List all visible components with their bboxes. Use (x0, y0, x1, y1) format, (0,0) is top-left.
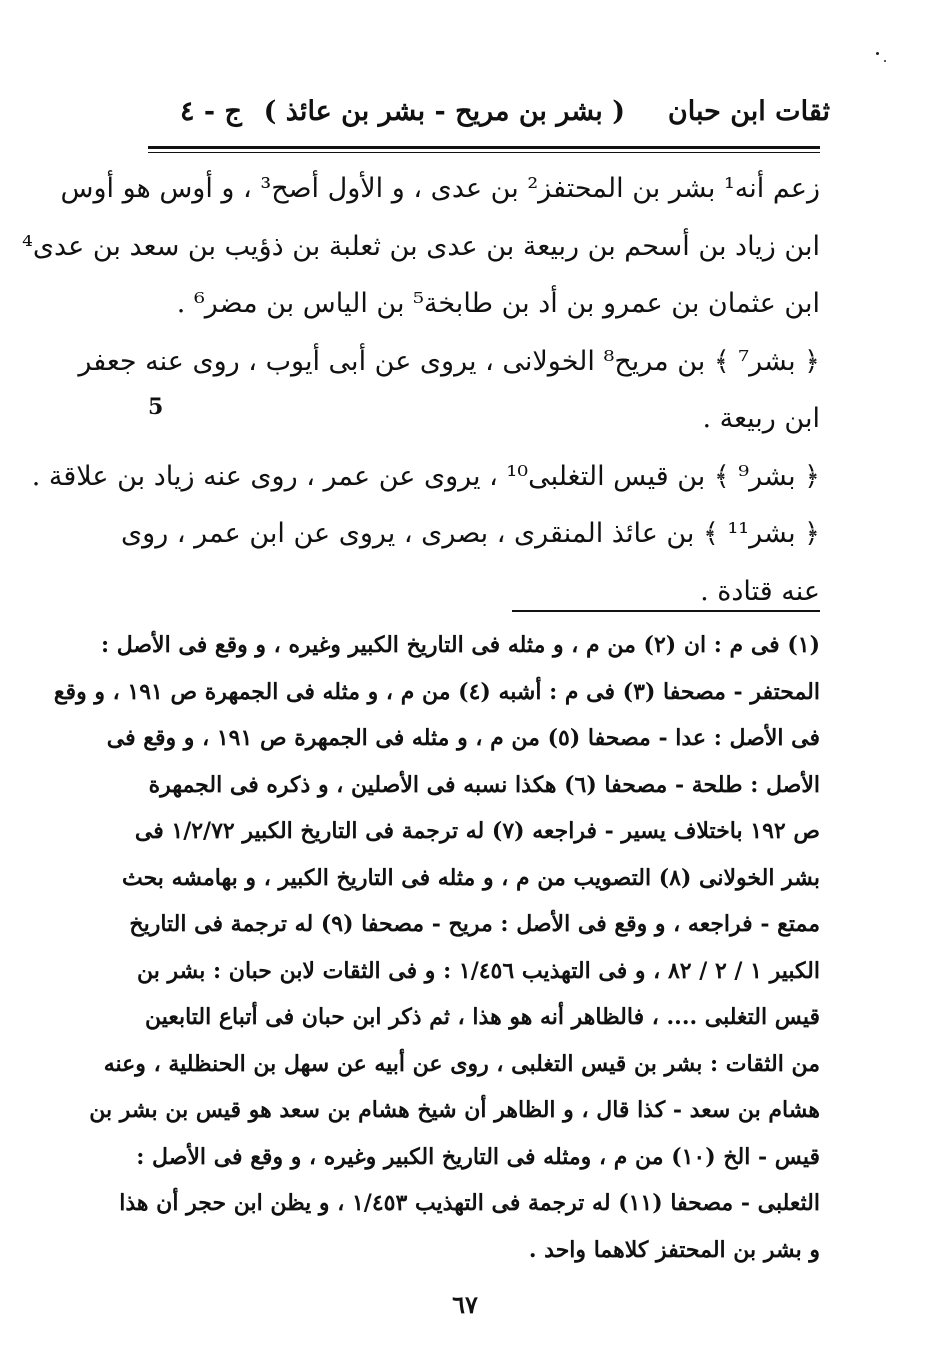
footnote-line: الأصل : طلحة - مصحفا (٦) هكذا نسبه فى الأصلين ، و ذكره فى الجمهرة (148, 771, 820, 798)
section-title: ( بشر بن مريح - بشر بن عائذ ) (263, 96, 625, 127)
text-line: عنه قتادة . (700, 575, 820, 607)
text-line: ﴿ بشر⁷ ﴾ بن مريح⁸ الخولانى ، يروى عن أبى أيوب ، روى عنه جعفر (78, 345, 820, 377)
header-rule-thick (148, 146, 820, 149)
footnote-line: فى الأصل : عدا - مصحفا (٥) من م ، و مثله فى الجمهرة ص ١٩١ ، و وقع فى (106, 725, 820, 751)
footnote-separator (512, 610, 820, 612)
footnote-line: (١) فى م : ان (٢) من م ، و مثله فى التاريخ الكبير وغيره ، و وقع فى الأصل : (100, 632, 820, 658)
footnote-line: هشام بن سعد - كذا قال ، و الظاهر أن شيخ هشام بن سعد هو قيس بن بشر بن (89, 1097, 820, 1123)
main-text (22, 160, 820, 620)
footnote-line: الكبير ١ / ٢ / ٨٢ ، و فى التهذيب ١/٤٥٦ : و فى الثقات لابن حبان : بشر بن (136, 957, 820, 984)
print-speck (876, 52, 879, 55)
footnote-line: ص ١٩٢ باختلاف يسير - فراجعه (٧) له ترجمة فى التاريخ الكبير ١/٢/٧٢ فى (134, 818, 820, 844)
footnote-line: قيس التغلبى .... ، فالظاهر أنه هو هذا ، ثم ذكر ابن حبان فى أتباع التابعين (144, 1004, 820, 1030)
line-number-marker: 5 (148, 394, 164, 420)
running-header (150, 96, 830, 140)
volume-label: ج - ٤ (180, 96, 242, 127)
text-line: زعم أنه¹ بشر بن المحتفز² بن عدى ، و الأول أصح³ ، و أوس هو أوس (60, 173, 820, 204)
header-rule-thin (148, 152, 820, 153)
text-line: ﴿ بشر¹¹ ﴾ بن عائذ المنقرى ، بصرى ، يروى عن ابن عمر ، روى (121, 518, 820, 549)
book-title: ثقات ابن حبان (667, 96, 830, 127)
page-number: ٦٧ (452, 1290, 478, 1319)
footnote-line: ممتع - فراجعه ، و وقع فى الأصل : مريح - مصحفا (٩) له ترجمة فى التاريخ (129, 911, 820, 937)
text-line: ابن عثمان بن عمرو بن أد بن طابخة⁵ بن الياس بن مضر⁶ . (176, 288, 820, 319)
footnote-line: بشر الخولانى (٨) التصويب من م ، و مثله فى التاريخ الكبير ، و بهامشه بحث (122, 864, 820, 891)
text-line: ﴿ بشر⁹ ﴾ بن قيس التغلبى¹⁰ ، يروى عن عمر ، روى عنه زياد بن علاقة . (31, 460, 820, 492)
footnote-line: و بشر بن المحتفز كلاهما واحد . (528, 1236, 820, 1263)
text-line: ابن ربيعة . (702, 403, 820, 434)
footnote-line: المحتفر - مصحفا (٣) فى م : أشبه (٤) من م ، و مثله فى الجمهرة ص ١٩١ ، و وقع (53, 678, 820, 705)
footnote-line: قيس - الخ (١٠) من م ، ومثله فى التاريخ الكبير وغيره ، و وقع فى الأصل : (136, 1143, 820, 1170)
footnotes (53, 622, 820, 1273)
footnote-line: الثعلبى - مصحفا (١١) له ترجمة فى التهذيب ١/٤٥٣ ، و يظن ابن حجر أن هذا (119, 1190, 820, 1216)
footnote-line: من الثقات : بشر بن قيس التغلبى ، روى عن أبيه عن سهل بن الحنظلية ، وعنه (103, 1050, 820, 1077)
print-speck (884, 60, 886, 62)
text-line: ابن زياد بن أسحم بن ربيعة بن عدى بن ثعلبة بن ذؤيب بن سعد بن عدى⁴ (22, 230, 820, 262)
